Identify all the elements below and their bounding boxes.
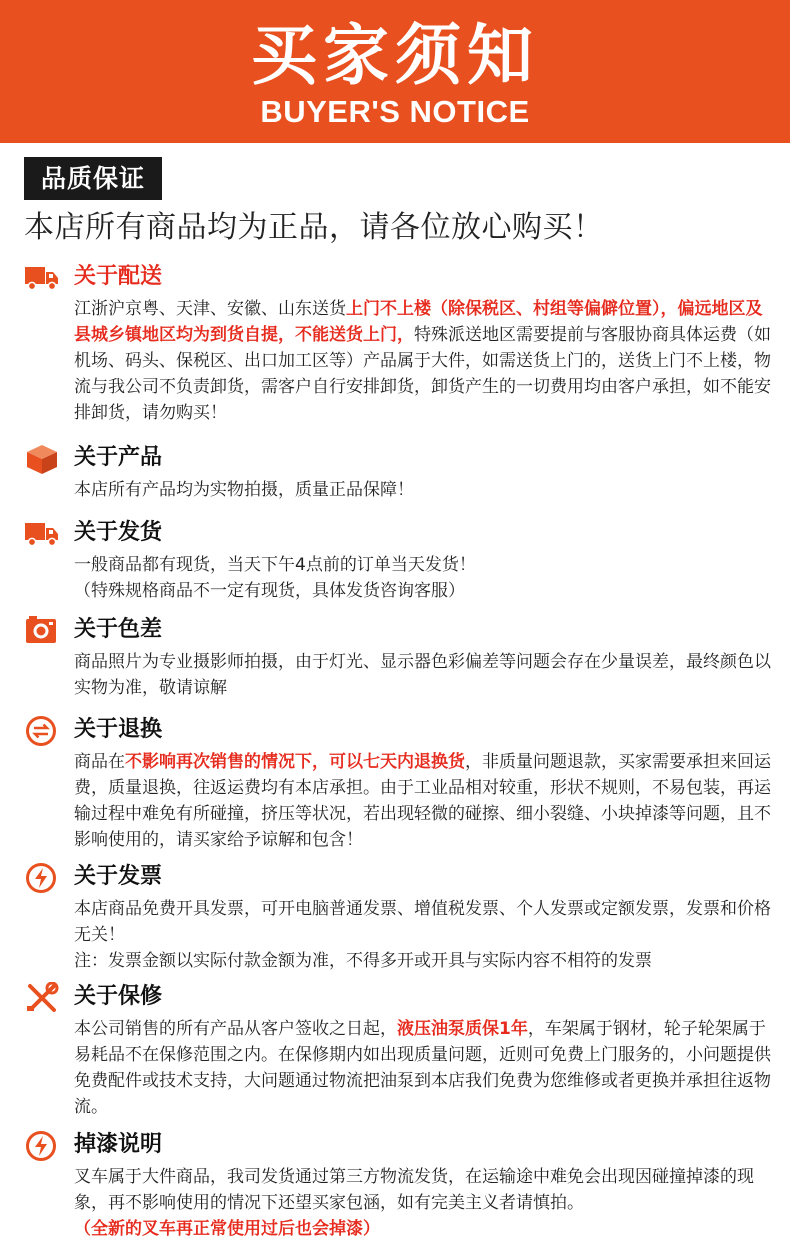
- section-delivery: [24, 262, 776, 430]
- shipping-title: 关于发货: [74, 520, 163, 545]
- delivery-highlight: 上门不上楼（除保税区、村组等偏僻位置），偏远地区及县城乡镇地区均为到货自提，不能送货上门，: [74, 299, 763, 345]
- product-body: 本店所有产品均为实物拍摄，质量正品保障！: [74, 480, 414, 500]
- quality-statement: 本店所有商品均为正品，请各位放心购买！: [24, 210, 604, 245]
- paint-note: （全新的叉车再正常使用过后也会掉漆）: [74, 1219, 380, 1239]
- delivery-text-1: 江浙沪京粤、天津、安徽、山东送货: [74, 299, 346, 319]
- section-warranty: [24, 982, 776, 1118]
- invoice-text: 本店商品免费开具发票，可开电脑普通发票、增值税发票、个人发票或定额发票，发票和价格无关！: [74, 899, 771, 945]
- exchange-icon: [24, 715, 60, 745]
- shipping-line-1: 一般商品都有现货，当天下午4点前的订单当天发货！: [74, 555, 476, 575]
- paint-body: [74, 1164, 776, 1242]
- returns-text-2: ，非质量问题退款，买家需要承担来回运费，质量退换，往返运费均有本店承担。由于工业品相对较重，形状不规则，不易包装，再运输过程中难免有所碰撞，挤压等状况，若出现轻微的碰擦、细小裂缝、小块掉漆等问题，且不影响使用的，请买家给予谅解和包含！: [74, 752, 771, 850]
- page-subtitle: BUYER'S NOTICE: [260, 94, 530, 129]
- shipping-line-2: （特殊规格商品不一定有现货，具体发货咨询客服）: [74, 581, 465, 601]
- section-product: [24, 443, 776, 509]
- returns-title: 关于退换: [74, 717, 163, 742]
- warranty-highlight: 液压油泵质保1年: [397, 1019, 528, 1039]
- camera-icon: [24, 615, 60, 645]
- section-paint: [24, 1130, 776, 1242]
- delivery-text-2: 特殊派送地区需要提前与客服协商具体运费（如机场、码头、保税区、出口加工区等）产品属于大件，如需送货上门的，送货上门不上楼，物流与我公司不负责卸货，需客户自行安排卸货，卸货产生的一切费用均由客户承担，如不能安排卸货，请勿购买！: [74, 325, 771, 423]
- section-returns: [24, 715, 776, 855]
- color-body: 商品照片为专业摄影师拍摄，由于灯光、显示器色彩偏差等问题会存在少量误差，最终颜色以实物为准，敬请谅解: [74, 652, 771, 698]
- lightning-icon: [24, 862, 60, 892]
- warranty-title: 关于保修: [74, 984, 163, 1009]
- lightning-icon: [24, 1130, 60, 1160]
- color-title: 关于色差: [74, 617, 163, 642]
- invoice-note: 注：发票金额以实际付款金额为准，不得多开或开具与实际内容不相符的发票: [74, 951, 652, 971]
- returns-highlight: 不影响再次销售的情况下，可以七天内退换货: [125, 752, 465, 772]
- warranty-text-1: 本公司销售的所有产品从客户签收之日起，: [74, 1019, 397, 1039]
- section-invoice: [24, 862, 776, 974]
- box-icon: [24, 443, 60, 473]
- delivery-body: [74, 296, 776, 426]
- product-title: 关于产品: [74, 445, 163, 470]
- section-color: [24, 615, 776, 699]
- paint-title: 掉漆说明: [74, 1132, 163, 1157]
- truck-icon: [24, 262, 60, 292]
- returns-body: [74, 749, 776, 853]
- shipping-body: [74, 552, 776, 604]
- quality-badge: 品质保证: [24, 157, 162, 200]
- warranty-body: [74, 1016, 776, 1120]
- section-shipping: [24, 518, 776, 602]
- truck-icon: [24, 518, 60, 548]
- delivery-title: 关于配送: [74, 264, 163, 289]
- header-banner: [0, 0, 790, 143]
- invoice-title: 关于发票: [74, 864, 163, 889]
- page-title: 买家须知: [251, 17, 539, 94]
- invoice-body: [74, 896, 776, 974]
- tools-icon: [24, 982, 60, 1012]
- returns-text-1: 商品在: [74, 752, 125, 772]
- paint-text: 叉车属于大件商品，我司发货通过第三方物流发货，在运输途中难免会出现因碰撞掉漆的现象，再不影响使用的情况下还望买家包涵，如有完美主义者请慎拍。: [74, 1167, 754, 1213]
- warranty-text-2: ，车架属于钢材，轮子轮架属于易耗品不在保修范围之内。在保修期内如出现质量问题，近则可免费上门服务的，小问题提供免费配件或技术支持，大问题通过物流把油泵到本店我们免费为您维修或者更换并承担往返物流。: [74, 1019, 771, 1117]
